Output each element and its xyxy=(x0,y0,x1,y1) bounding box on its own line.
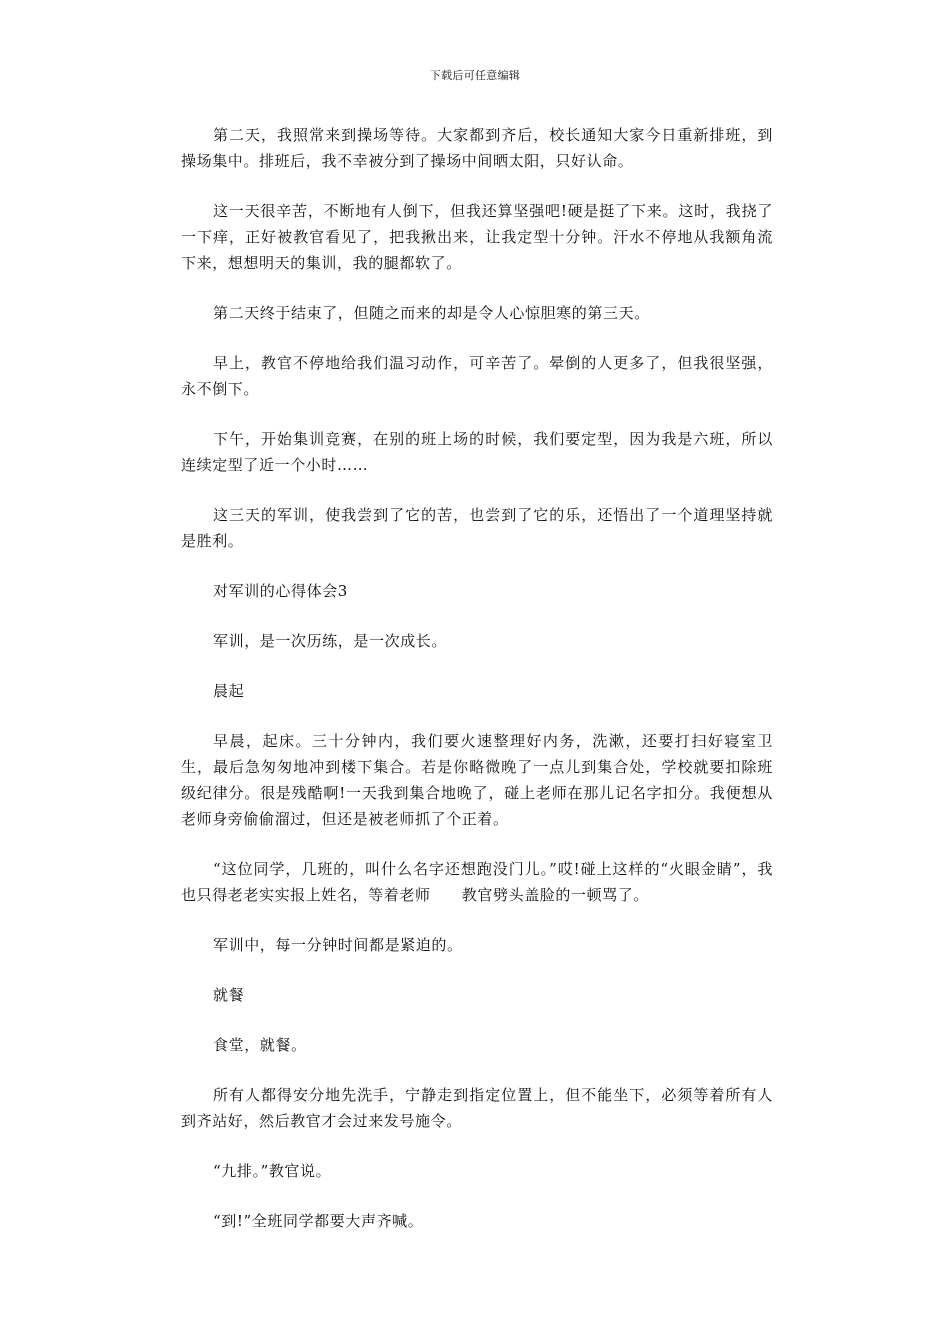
paragraph: 第二天，我照常来到操场等待。大家都到齐后，校长通知大家今日重新排班，到操场集中。排班后，我不幸被分到了操场中间晒太阳，只好认命。 xyxy=(181,126,773,170)
paragraph: “九排。”教官说。 xyxy=(213,1162,332,1180)
paragraph: 食堂，就餐。 xyxy=(213,1036,307,1054)
paragraph: 这一天很辛苦，不断地有人倒下，但我还算坚强吧!硬是挺了下来。这时，我挠了一下痒，正好被教官看见了，把我揪出来，让我定型十分钟。汗水不停地从我额角流下来，想想明天的集训，我的腿都软了。 xyxy=(181,202,773,272)
paragraph: 早晨，起床。三十分钟内，我们要火速整理好内务，洗漱，还要打扫好寝室卫生，最后急匆匆地冲到楼下集合。若是你略微晚了一点儿到集合处，学校就要扣除班级纪律分。很是残酷啊!一天我到集合地晚了，碰上老师在那儿记名字扣分。我便想从老师身旁偷偷溜过，但还是被老师抓了个正着。 xyxy=(181,732,773,828)
subheading-dining: 就餐 xyxy=(213,986,245,1004)
subheading-morning: 晨起 xyxy=(213,682,245,700)
paragraph: 早上，教官不停地给我们温习动作，可辛苦了。晕倒的人更多了，但我很坚强，永不倒下。 xyxy=(181,354,773,398)
paragraph: 第二天终于结束了，但随之而来的却是令人心惊胆寒的第三天。 xyxy=(213,304,650,322)
paragraph: 军训中，每一分钟时间都是紧迫的。 xyxy=(213,936,463,954)
paragraph: “到!”全班同学都要大声齐喊。 xyxy=(213,1212,424,1230)
paragraph: 这三天的军训，使我尝到了它的苦，也尝到了它的乐，还悟出了一个道理坚持就是胜利。 xyxy=(181,506,773,550)
page-header: 下载后可任意编辑 xyxy=(429,69,521,82)
paragraph: 军训，是一次历练，是一次成长。 xyxy=(213,632,448,650)
section-title: 对军训的心得体会3 xyxy=(213,582,348,600)
paragraph: 所有人都得安分地先洗手，宁静走到指定位置上，但不能坐下，必须等着所有人到齐站好，然后教官才会过来发号施令。 xyxy=(181,1086,773,1130)
paragraph: 下午，开始集训竞赛，在别的班上场的时候，我们要定型，因为我是六班，所以连续定型了近一个小时…… xyxy=(181,430,773,474)
document-body xyxy=(181,122,773,1258)
paragraph: “这位同学，几班的，叫什么名字还想跑没门儿。”哎!碰上这样的“火眼金睛”，我也只得老老实实报上姓名，等着老师 教官劈头盖脸的一顿骂了。 xyxy=(181,860,773,904)
